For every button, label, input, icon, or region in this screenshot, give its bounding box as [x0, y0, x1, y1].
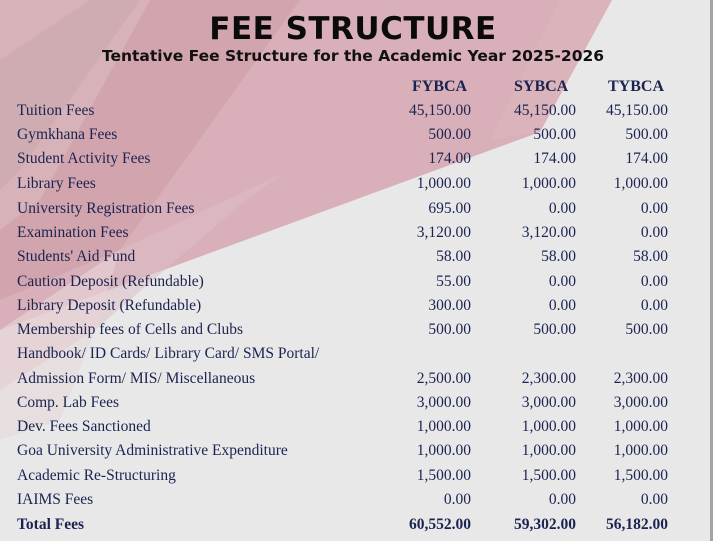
table-row [0, 464, 713, 488]
table-row [0, 197, 713, 221]
page-title: FEE STRUCTURE [209, 11, 497, 47]
tybca-value: 58.00 [633, 248, 668, 265]
total-row [0, 513, 713, 537]
row-label: Tuition Fees [17, 102, 95, 119]
tybca-value: 0.00 [640, 297, 668, 314]
fybca-value: 500.00 [428, 321, 471, 338]
tybca-value: 1,000.00 [613, 442, 668, 459]
fybca-value: 2,500.00 [416, 370, 471, 387]
fybca-value: 55.00 [436, 273, 471, 290]
row-label: University Registration Fees [17, 200, 195, 217]
tybca-value: 0.00 [640, 224, 668, 241]
column-header-sybca: SYBCA [514, 78, 569, 95]
row-label: Library Deposit (Refundable) [17, 297, 202, 314]
row-label: Caution Deposit (Refundable) [17, 273, 204, 290]
table-row [0, 99, 713, 123]
fybca-value: 500.00 [428, 126, 471, 143]
tybca-value: 174.00 [625, 150, 668, 167]
table-row [0, 391, 713, 415]
fybca-total: 60,552.00 [409, 516, 471, 533]
tybca-value: 0.00 [640, 273, 668, 290]
table-row [0, 318, 713, 342]
table-row [0, 270, 713, 294]
table-row [0, 367, 713, 391]
sybca-value: 1,000.00 [521, 442, 576, 459]
sybca-value: 1,000.00 [521, 418, 576, 435]
sybca-value: 3,120.00 [521, 224, 576, 241]
fybca-value: 45,150.00 [409, 102, 471, 119]
table-row [0, 147, 713, 171]
tybca-value: 3,000.00 [613, 394, 668, 411]
column-header-fybca: FYBCA [412, 78, 468, 95]
tybca-value: 500.00 [625, 321, 668, 338]
sybca-value: 500.00 [533, 126, 576, 143]
fybca-value: 0.00 [443, 491, 471, 508]
sybca-value: 1,000.00 [521, 175, 576, 192]
tybca-value: 45,150.00 [606, 102, 668, 119]
total-label: Total Fees [17, 516, 85, 533]
table-row [0, 221, 713, 245]
page-subtitle: Tentative Fee Structure for the Academic Year 2025-2026 [101, 47, 605, 65]
tybca-value: 1,500.00 [613, 467, 668, 484]
fybca-value: 3,120.00 [416, 224, 471, 241]
table-row [0, 342, 713, 366]
table-row [0, 123, 713, 147]
row-label: IAIMS Fees [17, 491, 94, 508]
fybca-value: 695.00 [428, 200, 471, 217]
sybca-value: 2,300.00 [521, 370, 576, 387]
fybca-value: 3,000.00 [416, 394, 471, 411]
fybca-value: 1,500.00 [416, 467, 471, 484]
tybca-total: 56,182.00 [606, 516, 668, 533]
tybca-value: 0.00 [640, 200, 668, 217]
table-row [0, 172, 713, 196]
table-row [0, 245, 713, 269]
row-label: Goa University Administrative Expenditure [17, 442, 288, 459]
row-label: Students' Aid Fund [17, 248, 136, 265]
row-label: Comp. Lab Fees [17, 394, 120, 411]
row-label: Library Fees [17, 175, 96, 192]
row-label: Gymkhana Fees [17, 126, 118, 143]
tybca-value: 2,300.00 [613, 370, 668, 387]
fybca-value: 58.00 [436, 248, 471, 265]
row-label: Academic Re-Structuring [17, 467, 176, 484]
fybca-value: 1,000.00 [416, 418, 471, 435]
tybca-value: 1,000.00 [613, 175, 668, 192]
tybca-value: 0.00 [640, 491, 668, 508]
fybca-value: 174.00 [428, 150, 471, 167]
table-row [0, 294, 713, 318]
tybca-value: 1,000.00 [613, 418, 668, 435]
tybca-value: 500.00 [625, 126, 668, 143]
row-label: Dev. Fees Sanctioned [17, 418, 151, 435]
row-label: Admission Form/ MIS/ Miscellaneous [17, 370, 256, 387]
sybca-value: 174.00 [533, 150, 576, 167]
sybca-value: 0.00 [548, 491, 576, 508]
row-label: Student Activity Fees [17, 150, 151, 167]
sybca-value: 58.00 [541, 248, 576, 265]
sybca-total: 59,302.00 [514, 516, 576, 533]
sybca-value: 500.00 [533, 321, 576, 338]
fybca-value: 1,000.00 [416, 175, 471, 192]
sybca-value: 0.00 [548, 273, 576, 290]
sybca-value: 3,000.00 [521, 394, 576, 411]
column-header-tybca: TYBCA [608, 78, 665, 95]
table-row [0, 415, 713, 439]
table-row [0, 439, 713, 463]
fybca-value: 300.00 [428, 297, 471, 314]
fybca-value: 1,000.00 [416, 442, 471, 459]
sybca-value: 0.00 [548, 200, 576, 217]
row-label: Handbook/ ID Cards/ Library Card/ SMS Portal/ [17, 345, 320, 362]
sybca-value: 0.00 [548, 297, 576, 314]
sybca-value: 1,500.00 [521, 467, 576, 484]
sybca-value: 45,150.00 [514, 102, 576, 119]
table-row [0, 488, 713, 512]
row-label: Membership fees of Cells and Clubs [17, 321, 244, 338]
row-label: Examination Fees [17, 224, 129, 241]
